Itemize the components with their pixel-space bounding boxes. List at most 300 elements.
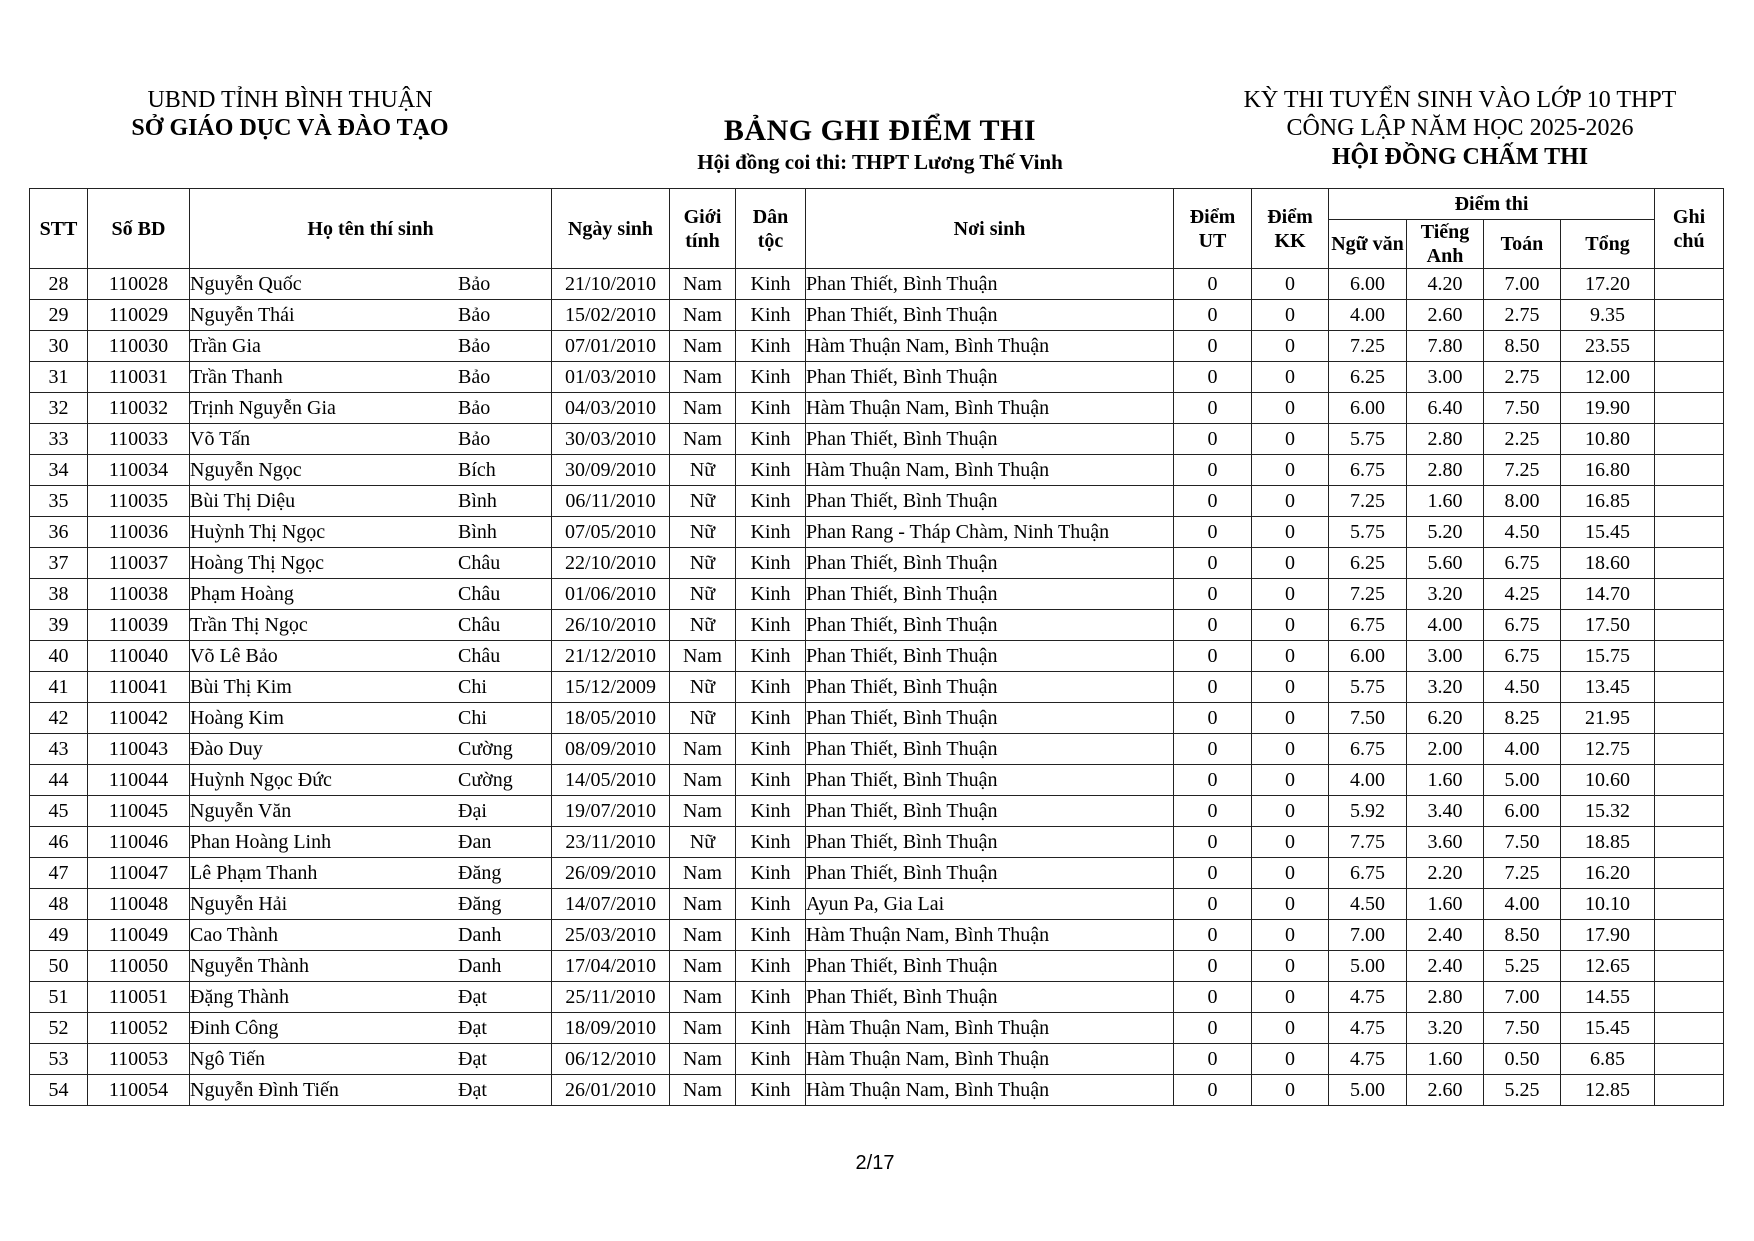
candidate-given-name: Châu [458,552,501,574]
cell-math: 0.50 [1484,1044,1561,1075]
cell-math: 2.25 [1484,424,1561,455]
table-row [30,424,1724,455]
cell-stt: 49 [30,920,88,951]
candidate-first-name: Huỳnh Ngọc Đức [190,769,332,791]
cell-place: Phan Thiết, Bình Thuận [806,424,1174,455]
candidate-given-name: Danh [458,924,502,946]
cell-total: 12.75 [1561,734,1655,765]
cell-gender: Nam [670,951,736,982]
cell-dob: 14/05/2010 [552,765,670,796]
cell-ut: 0 [1174,610,1252,641]
cell-note [1655,734,1724,765]
cell-ethnic: Kinh [736,920,806,951]
cell-dob: 26/09/2010 [552,858,670,889]
candidate-name [190,796,551,826]
cell-total: 18.85 [1561,827,1655,858]
cell-note [1655,641,1724,672]
candidate-first-name: Bùi Thị Diệu [190,490,296,512]
cell-math: 2.75 [1484,362,1561,393]
cell-gender: Nữ [670,486,736,517]
cell-english: 2.40 [1407,920,1484,951]
table-row [30,920,1724,951]
cell-stt: 31 [30,362,88,393]
cell-place: Hàm Thuận Nam, Bình Thuận [806,1044,1174,1075]
cell-english: 2.80 [1407,455,1484,486]
cell-sbd: 110053 [88,1044,190,1075]
cell-stt: 41 [30,672,88,703]
cell-math: 6.75 [1484,548,1561,579]
cell-ut: 0 [1174,269,1252,300]
cell-kk: 0 [1252,548,1329,579]
cell-name [190,1075,552,1106]
cell-ethnic: Kinh [736,1044,806,1075]
cell-math: 7.00 [1484,982,1561,1013]
cell-sbd: 110030 [88,331,190,362]
cell-math: 5.00 [1484,765,1561,796]
cell-stt: 40 [30,641,88,672]
cell-total: 12.85 [1561,1075,1655,1106]
cell-stt: 29 [30,300,88,331]
cell-gender: Nam [670,920,736,951]
cell-kk: 0 [1252,331,1329,362]
department-name: SỞ GIÁO DỤC VÀ ĐÀO TẠO [131,115,449,141]
cell-stt: 34 [30,455,88,486]
candidate-first-name: Đặng Thành [190,986,290,1008]
table-row [30,827,1724,858]
cell-ut: 0 [1174,827,1252,858]
cell-kk: 0 [1252,765,1329,796]
cell-place: Phan Thiết, Bình Thuận [806,734,1174,765]
candidate-name [190,300,551,330]
candidate-name [190,858,551,888]
cell-note [1655,672,1724,703]
cell-dob: 04/03/2010 [552,393,670,424]
cell-place: Phan Thiết, Bình Thuận [806,579,1174,610]
cell-ethnic: Kinh [736,548,806,579]
candidate-given-name: Đạt [458,986,487,1008]
candidate-given-name: Danh [458,955,502,977]
candidate-first-name: Nguyễn Quốc [190,273,302,295]
candidate-first-name: Nguyễn Văn [190,800,292,822]
cell-place: Phan Thiết, Bình Thuận [806,765,1174,796]
cell-note [1655,424,1724,455]
table-row [30,455,1724,486]
cell-ut: 0 [1174,734,1252,765]
cell-kk: 0 [1252,796,1329,827]
cell-gender: Nam [670,641,736,672]
exam-header [1190,86,1730,172]
issuer-header [100,86,480,142]
cell-stt: 45 [30,796,88,827]
cell-name [190,765,552,796]
cell-english: 2.00 [1407,734,1484,765]
cell-gender: Nam [670,796,736,827]
cell-note [1655,362,1724,393]
cell-total: 16.20 [1561,858,1655,889]
exam-council: Hội đồng coi thi: THPT Lương Thế Vinh [697,150,1063,174]
cell-stt: 53 [30,1044,88,1075]
cell-literature: 6.00 [1329,641,1407,672]
cell-stt: 52 [30,1013,88,1044]
score-table [29,188,1724,1106]
cell-english: 3.00 [1407,362,1484,393]
candidate-given-name: Đại [458,800,487,822]
candidate-given-name: Đạt [458,1079,487,1101]
cell-english: 2.40 [1407,951,1484,982]
cell-english: 3.20 [1407,672,1484,703]
cell-sbd: 110038 [88,579,190,610]
cell-math: 8.00 [1484,486,1561,517]
cell-kk: 0 [1252,1075,1329,1106]
cell-ut: 0 [1174,424,1252,455]
cell-literature: 7.25 [1329,579,1407,610]
cell-name [190,517,552,548]
cell-kk: 0 [1252,641,1329,672]
exam-name-line2: CÔNG LẬP NĂM HỌC 2025-2026 [1286,115,1634,141]
col-scores-group: Điểm thi [1329,189,1655,220]
table-row [30,610,1724,641]
cell-place: Phan Thiết, Bình Thuận [806,858,1174,889]
cell-math: 6.00 [1484,796,1561,827]
cell-dob: 07/05/2010 [552,517,670,548]
cell-math: 6.75 [1484,641,1561,672]
cell-english: 2.80 [1407,424,1484,455]
cell-gender: Nam [670,765,736,796]
cell-math: 7.25 [1484,858,1561,889]
candidate-given-name: Bình [458,490,497,512]
candidate-name [190,1075,551,1105]
cell-ut: 0 [1174,300,1252,331]
cell-kk: 0 [1252,889,1329,920]
cell-english: 4.00 [1407,610,1484,641]
cell-name [190,269,552,300]
cell-kk: 0 [1252,982,1329,1013]
cell-math: 7.50 [1484,393,1561,424]
cell-ut: 0 [1174,889,1252,920]
candidate-given-name: Cường [458,769,513,791]
page-number: 2/17 [855,1152,895,1174]
cell-ut: 0 [1174,672,1252,703]
col-stt: STT [30,189,88,269]
cell-ethnic: Kinh [736,703,806,734]
col-name: Họ tên thí sinh [190,189,552,269]
cell-total: 15.75 [1561,641,1655,672]
cell-ethnic: Kinh [736,610,806,641]
cell-gender: Nam [670,424,736,455]
cell-literature: 5.00 [1329,951,1407,982]
table-row [30,672,1724,703]
cell-dob: 30/03/2010 [552,424,670,455]
cell-sbd: 110039 [88,610,190,641]
table-row [30,517,1724,548]
cell-name [190,951,552,982]
candidate-first-name: Trịnh Nguyễn Gia [190,397,336,419]
cell-english: 6.40 [1407,393,1484,424]
cell-literature: 6.00 [1329,269,1407,300]
candidate-name [190,672,551,702]
cell-sbd: 110041 [88,672,190,703]
cell-note [1655,300,1724,331]
cell-english: 4.20 [1407,269,1484,300]
cell-ethnic: Kinh [736,517,806,548]
candidate-first-name: Bùi Thị Kim [190,676,292,698]
cell-ethnic: Kinh [736,1013,806,1044]
candidate-name [190,1013,551,1043]
cell-total: 10.60 [1561,765,1655,796]
cell-math: 6.75 [1484,610,1561,641]
candidate-name [190,579,551,609]
cell-place: Phan Thiết, Bình Thuận [806,982,1174,1013]
cell-total: 17.20 [1561,269,1655,300]
cell-total: 19.90 [1561,393,1655,424]
candidate-given-name: Đạt [458,1048,487,1070]
cell-place: Phan Thiết, Bình Thuận [806,610,1174,641]
cell-place: Phan Thiết, Bình Thuận [806,672,1174,703]
cell-literature: 4.75 [1329,1044,1407,1075]
candidate-name [190,982,551,1012]
cell-sbd: 110046 [88,827,190,858]
cell-sbd: 110033 [88,424,190,455]
cell-ethnic: Kinh [736,331,806,362]
cell-place: Hàm Thuận Nam, Bình Thuận [806,1075,1174,1106]
cell-dob: 21/12/2010 [552,641,670,672]
cell-ut: 0 [1174,548,1252,579]
cell-ethnic: Kinh [736,641,806,672]
candidate-given-name: Châu [458,645,501,667]
cell-ut: 0 [1174,362,1252,393]
candidate-name [190,827,551,857]
cell-literature: 6.75 [1329,858,1407,889]
cell-place: Phan Thiết, Bình Thuận [806,827,1174,858]
cell-kk: 0 [1252,300,1329,331]
cell-dob: 17/04/2010 [552,951,670,982]
candidate-first-name: Cao Thành [190,924,278,946]
cell-ut: 0 [1174,455,1252,486]
province-committee: UBND TỈNH BÌNH THUẬN [147,87,433,113]
candidate-name [190,641,551,671]
cell-kk: 0 [1252,734,1329,765]
cell-place: Phan Rang - Tháp Chàm, Ninh Thuận [806,517,1174,548]
cell-sbd: 110047 [88,858,190,889]
cell-dob: 26/10/2010 [552,610,670,641]
cell-math: 8.50 [1484,920,1561,951]
cell-math: 4.50 [1484,672,1561,703]
cell-dob: 15/02/2010 [552,300,670,331]
cell-note [1655,951,1724,982]
candidate-name [190,703,551,733]
cell-kk: 0 [1252,610,1329,641]
candidate-first-name: Nguyễn Ngọc [190,459,302,481]
table-row [30,951,1724,982]
cell-english: 7.80 [1407,331,1484,362]
cell-sbd: 110052 [88,1013,190,1044]
table-row [30,703,1724,734]
cell-ut: 0 [1174,1044,1252,1075]
col-sbd: Số BD [88,189,190,269]
cell-ut: 0 [1174,920,1252,951]
cell-total: 23.55 [1561,331,1655,362]
cell-place: Phan Thiết, Bình Thuận [806,796,1174,827]
table-row [30,858,1724,889]
cell-dob: 30/09/2010 [552,455,670,486]
candidate-first-name: Võ Lê Bảo [190,645,278,667]
cell-literature: 5.00 [1329,1075,1407,1106]
cell-ut: 0 [1174,486,1252,517]
table-row [30,331,1724,362]
cell-ethnic: Kinh [736,889,806,920]
cell-literature: 6.25 [1329,548,1407,579]
candidate-name [190,455,551,485]
cell-stt: 46 [30,827,88,858]
cell-gender: Nam [670,269,736,300]
cell-english: 1.60 [1407,889,1484,920]
table-row [30,486,1724,517]
candidate-given-name: Châu [458,583,501,605]
candidate-first-name: Phạm Hoàng [190,583,294,605]
cell-literature: 5.75 [1329,672,1407,703]
cell-stt: 28 [30,269,88,300]
cell-ut: 0 [1174,331,1252,362]
cell-ut: 0 [1174,1013,1252,1044]
cell-gender: Nữ [670,517,736,548]
cell-ethnic: Kinh [736,951,806,982]
cell-name [190,920,552,951]
candidate-first-name: Đào Duy [190,738,263,760]
cell-ethnic: Kinh [736,734,806,765]
cell-stt: 47 [30,858,88,889]
table-row [30,362,1724,393]
cell-total: 15.32 [1561,796,1655,827]
cell-math: 7.50 [1484,1013,1561,1044]
cell-kk: 0 [1252,486,1329,517]
candidate-name [190,548,551,578]
header-row [30,189,1724,220]
cell-english: 6.20 [1407,703,1484,734]
cell-total: 10.10 [1561,889,1655,920]
candidate-given-name: Bảo [458,335,491,357]
cell-ethnic: Kinh [736,362,806,393]
cell-kk: 0 [1252,951,1329,982]
cell-dob: 18/05/2010 [552,703,670,734]
cell-stt: 39 [30,610,88,641]
candidate-name [190,734,551,764]
candidate-name [190,331,551,361]
cell-kk: 0 [1252,1044,1329,1075]
candidate-first-name: Phan Hoàng Linh [190,831,332,853]
table-row [30,641,1724,672]
candidate-first-name: Nguyễn Hải [190,893,288,915]
cell-kk: 0 [1252,920,1329,951]
cell-sbd: 110040 [88,641,190,672]
col-kk: Điểm KK [1252,189,1329,269]
cell-total: 10.80 [1561,424,1655,455]
col-gender: Giới tính [670,189,736,269]
cell-place: Phan Thiết, Bình Thuận [806,300,1174,331]
cell-dob: 06/12/2010 [552,1044,670,1075]
cell-dob: 08/09/2010 [552,734,670,765]
cell-english: 3.20 [1407,1013,1484,1044]
cell-english: 3.00 [1407,641,1484,672]
cell-literature: 5.75 [1329,517,1407,548]
cell-total: 9.35 [1561,300,1655,331]
candidate-first-name: Hoàng Kim [190,707,284,729]
candidate-given-name: Bình [458,521,497,543]
cell-kk: 0 [1252,703,1329,734]
cell-note [1655,331,1724,362]
candidate-given-name: Đan [458,831,492,853]
cell-ut: 0 [1174,703,1252,734]
cell-english: 3.60 [1407,827,1484,858]
cell-name [190,548,552,579]
cell-total: 18.60 [1561,548,1655,579]
cell-english: 1.60 [1407,765,1484,796]
table-row [30,765,1724,796]
cell-dob: 22/10/2010 [552,548,670,579]
document-title-block [640,114,1120,176]
cell-total: 14.55 [1561,982,1655,1013]
cell-note [1655,889,1724,920]
cell-name [190,486,552,517]
cell-total: 12.65 [1561,951,1655,982]
cell-gender: Nam [670,982,736,1013]
cell-stt: 50 [30,951,88,982]
cell-place: Hàm Thuận Nam, Bình Thuận [806,393,1174,424]
cell-gender: Nam [670,734,736,765]
cell-stt: 48 [30,889,88,920]
cell-name [190,424,552,455]
col-place: Nơi sinh [806,189,1174,269]
cell-gender: Nữ [670,579,736,610]
cell-name [190,858,552,889]
cell-kk: 0 [1252,827,1329,858]
table-row [30,796,1724,827]
cell-total: 16.85 [1561,486,1655,517]
cell-sbd: 110037 [88,548,190,579]
col-literature: Ngữ văn [1329,220,1407,269]
candidate-name [190,517,551,547]
cell-note [1655,765,1724,796]
candidate-first-name: Huỳnh Thị Ngọc [190,521,326,543]
cell-total: 14.70 [1561,579,1655,610]
cell-gender: Nam [670,331,736,362]
cell-dob: 25/03/2010 [552,920,670,951]
cell-literature: 6.00 [1329,393,1407,424]
cell-ut: 0 [1174,1075,1252,1106]
cell-math: 7.25 [1484,455,1561,486]
cell-gender: Nữ [670,548,736,579]
candidate-first-name: Lê Phạm Thanh [190,862,318,884]
candidate-given-name: Cường [458,738,513,760]
cell-place: Phan Thiết, Bình Thuận [806,269,1174,300]
cell-name [190,672,552,703]
cell-gender: Nam [670,889,736,920]
cell-total: 13.45 [1561,672,1655,703]
cell-sbd: 110043 [88,734,190,765]
cell-sbd: 110048 [88,889,190,920]
candidate-given-name: Bảo [458,304,491,326]
cell-place: Phan Thiết, Bình Thuận [806,486,1174,517]
table-row [30,889,1724,920]
cell-place: Phan Thiết, Bình Thuận [806,641,1174,672]
candidate-name [190,486,551,516]
col-note: Ghi chú [1655,189,1724,269]
cell-note [1655,1075,1724,1106]
candidate-first-name: Võ Tấn [190,428,251,450]
cell-literature: 4.00 [1329,300,1407,331]
cell-kk: 0 [1252,393,1329,424]
cell-ut: 0 [1174,765,1252,796]
cell-math: 8.25 [1484,703,1561,734]
